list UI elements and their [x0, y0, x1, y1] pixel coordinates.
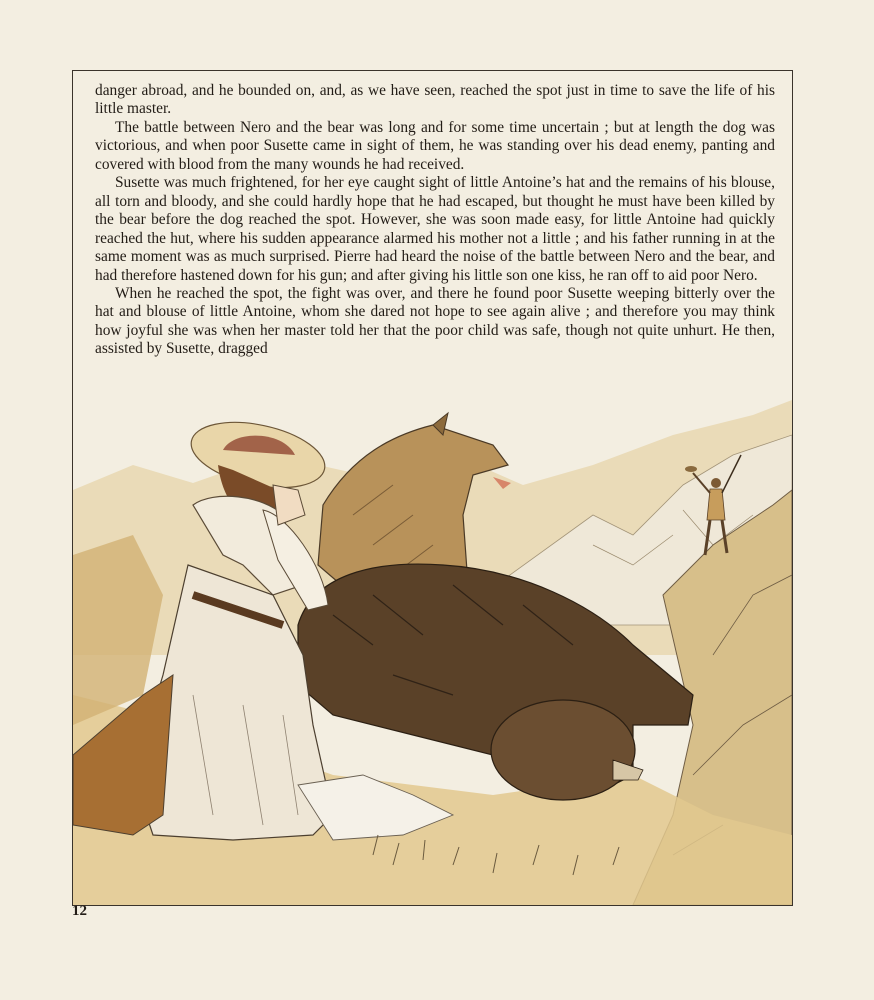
illustration — [73, 395, 792, 905]
page-number: 12 — [72, 903, 87, 919]
body-text — [95, 82, 775, 359]
paragraph-1: danger abroad, and he bounded on, and, as we have seen, reached the spot just in time to save the life of his little master. — [95, 82, 775, 118]
paragraph-3: Susette was much frightened, for her eye caught sight of little Antoine’s hat and the remains of his blouse, all torn and bloody, and she could hardly hope that he had escaped, but thought he must have been killed by the bear before the dog reached the spot. However, she was soon made easy, for little Antoine had quickly reached the hut, where his sudden appearance alarmed his mother not a little ; and his father running in at the same moment was as much surprised. Pierre had heard the noise of the battle between Nero and the bear, and had therefore hastened down for his gun; and after giving his little son one kiss, he ran off to aid poor Nero. — [95, 174, 775, 284]
paragraph-2: The battle between Nero and the bear was long and for some time uncertain ; but at length the dog was victorious, and when poor Susette came in sight of them, he was standing over his dead enemy, panting and covered with blood from the many wounds he had received. — [95, 118, 775, 173]
paragraph-4: When he reached the spot, the fight was over, and there he found poor Susette weeping bitterly over the hat and blouse of little Antoine, whom she dared not hope to see again alive ; and therefore you may think how joyful she was when her master told her that the poor child was safe, though not quite unhurt. He then, assisted by Susette, dragged — [95, 284, 775, 358]
